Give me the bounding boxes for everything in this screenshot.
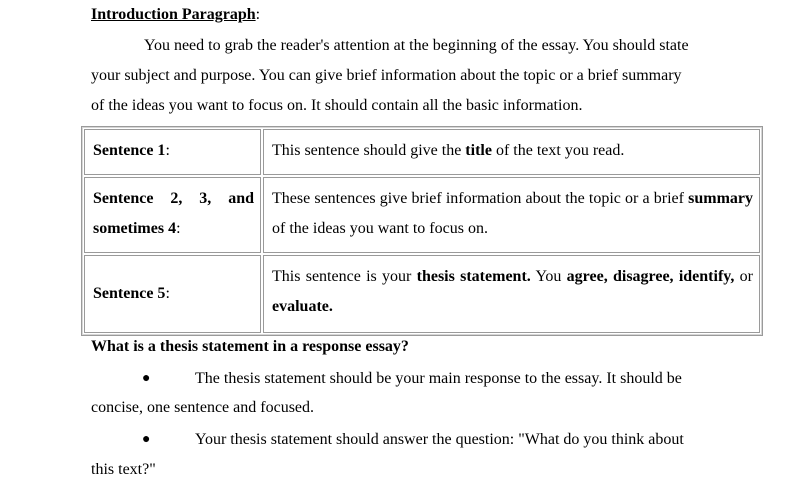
thesis-heading: What is a thesis statement in a response essay? <box>91 338 409 355</box>
intro-line-2: your subject and purpose. You can give brief information about the topic or a brief summary <box>91 67 682 84</box>
row-description: This sentence is your thesis statement. You agree, disagree, identify, or evaluate. <box>263 255 760 333</box>
row-label: Sentence 5: <box>84 255 261 333</box>
bullet1-line-1: The thesis statement should be your main response to the essay. It should be <box>195 370 682 387</box>
bullet2-line-1: Your thesis statement should answer the question: "What do you think about <box>195 431 684 448</box>
row-label: Sentence 1: <box>84 129 261 175</box>
bullet-icon: ● <box>142 371 151 386</box>
intro-line-3: of the ideas you want to focus on. It should contain all the basic information. <box>91 97 583 114</box>
bullet-icon: ● <box>142 432 151 447</box>
row-description: These sentences give brief information about the topic or a brief summary of the ideas you want to focus on. <box>263 177 760 253</box>
bullet1-line-2: concise, one sentence and focused. <box>91 399 315 416</box>
table-row <box>84 255 760 333</box>
row-description: This sentence should give the title of the text you read. <box>263 129 760 175</box>
intro-heading: Introduction Paragraph: <box>91 6 261 23</box>
bullet2-line-2: this text?" <box>91 461 156 478</box>
table-row <box>84 129 760 175</box>
sentence-structure-table <box>81 126 763 336</box>
table-row <box>84 177 760 253</box>
intro-line-1: You need to grab the reader's attention at the beginning of the essay. You should state <box>144 37 689 54</box>
row-label: Sentence 2, 3, and sometimes 4: <box>84 177 261 253</box>
